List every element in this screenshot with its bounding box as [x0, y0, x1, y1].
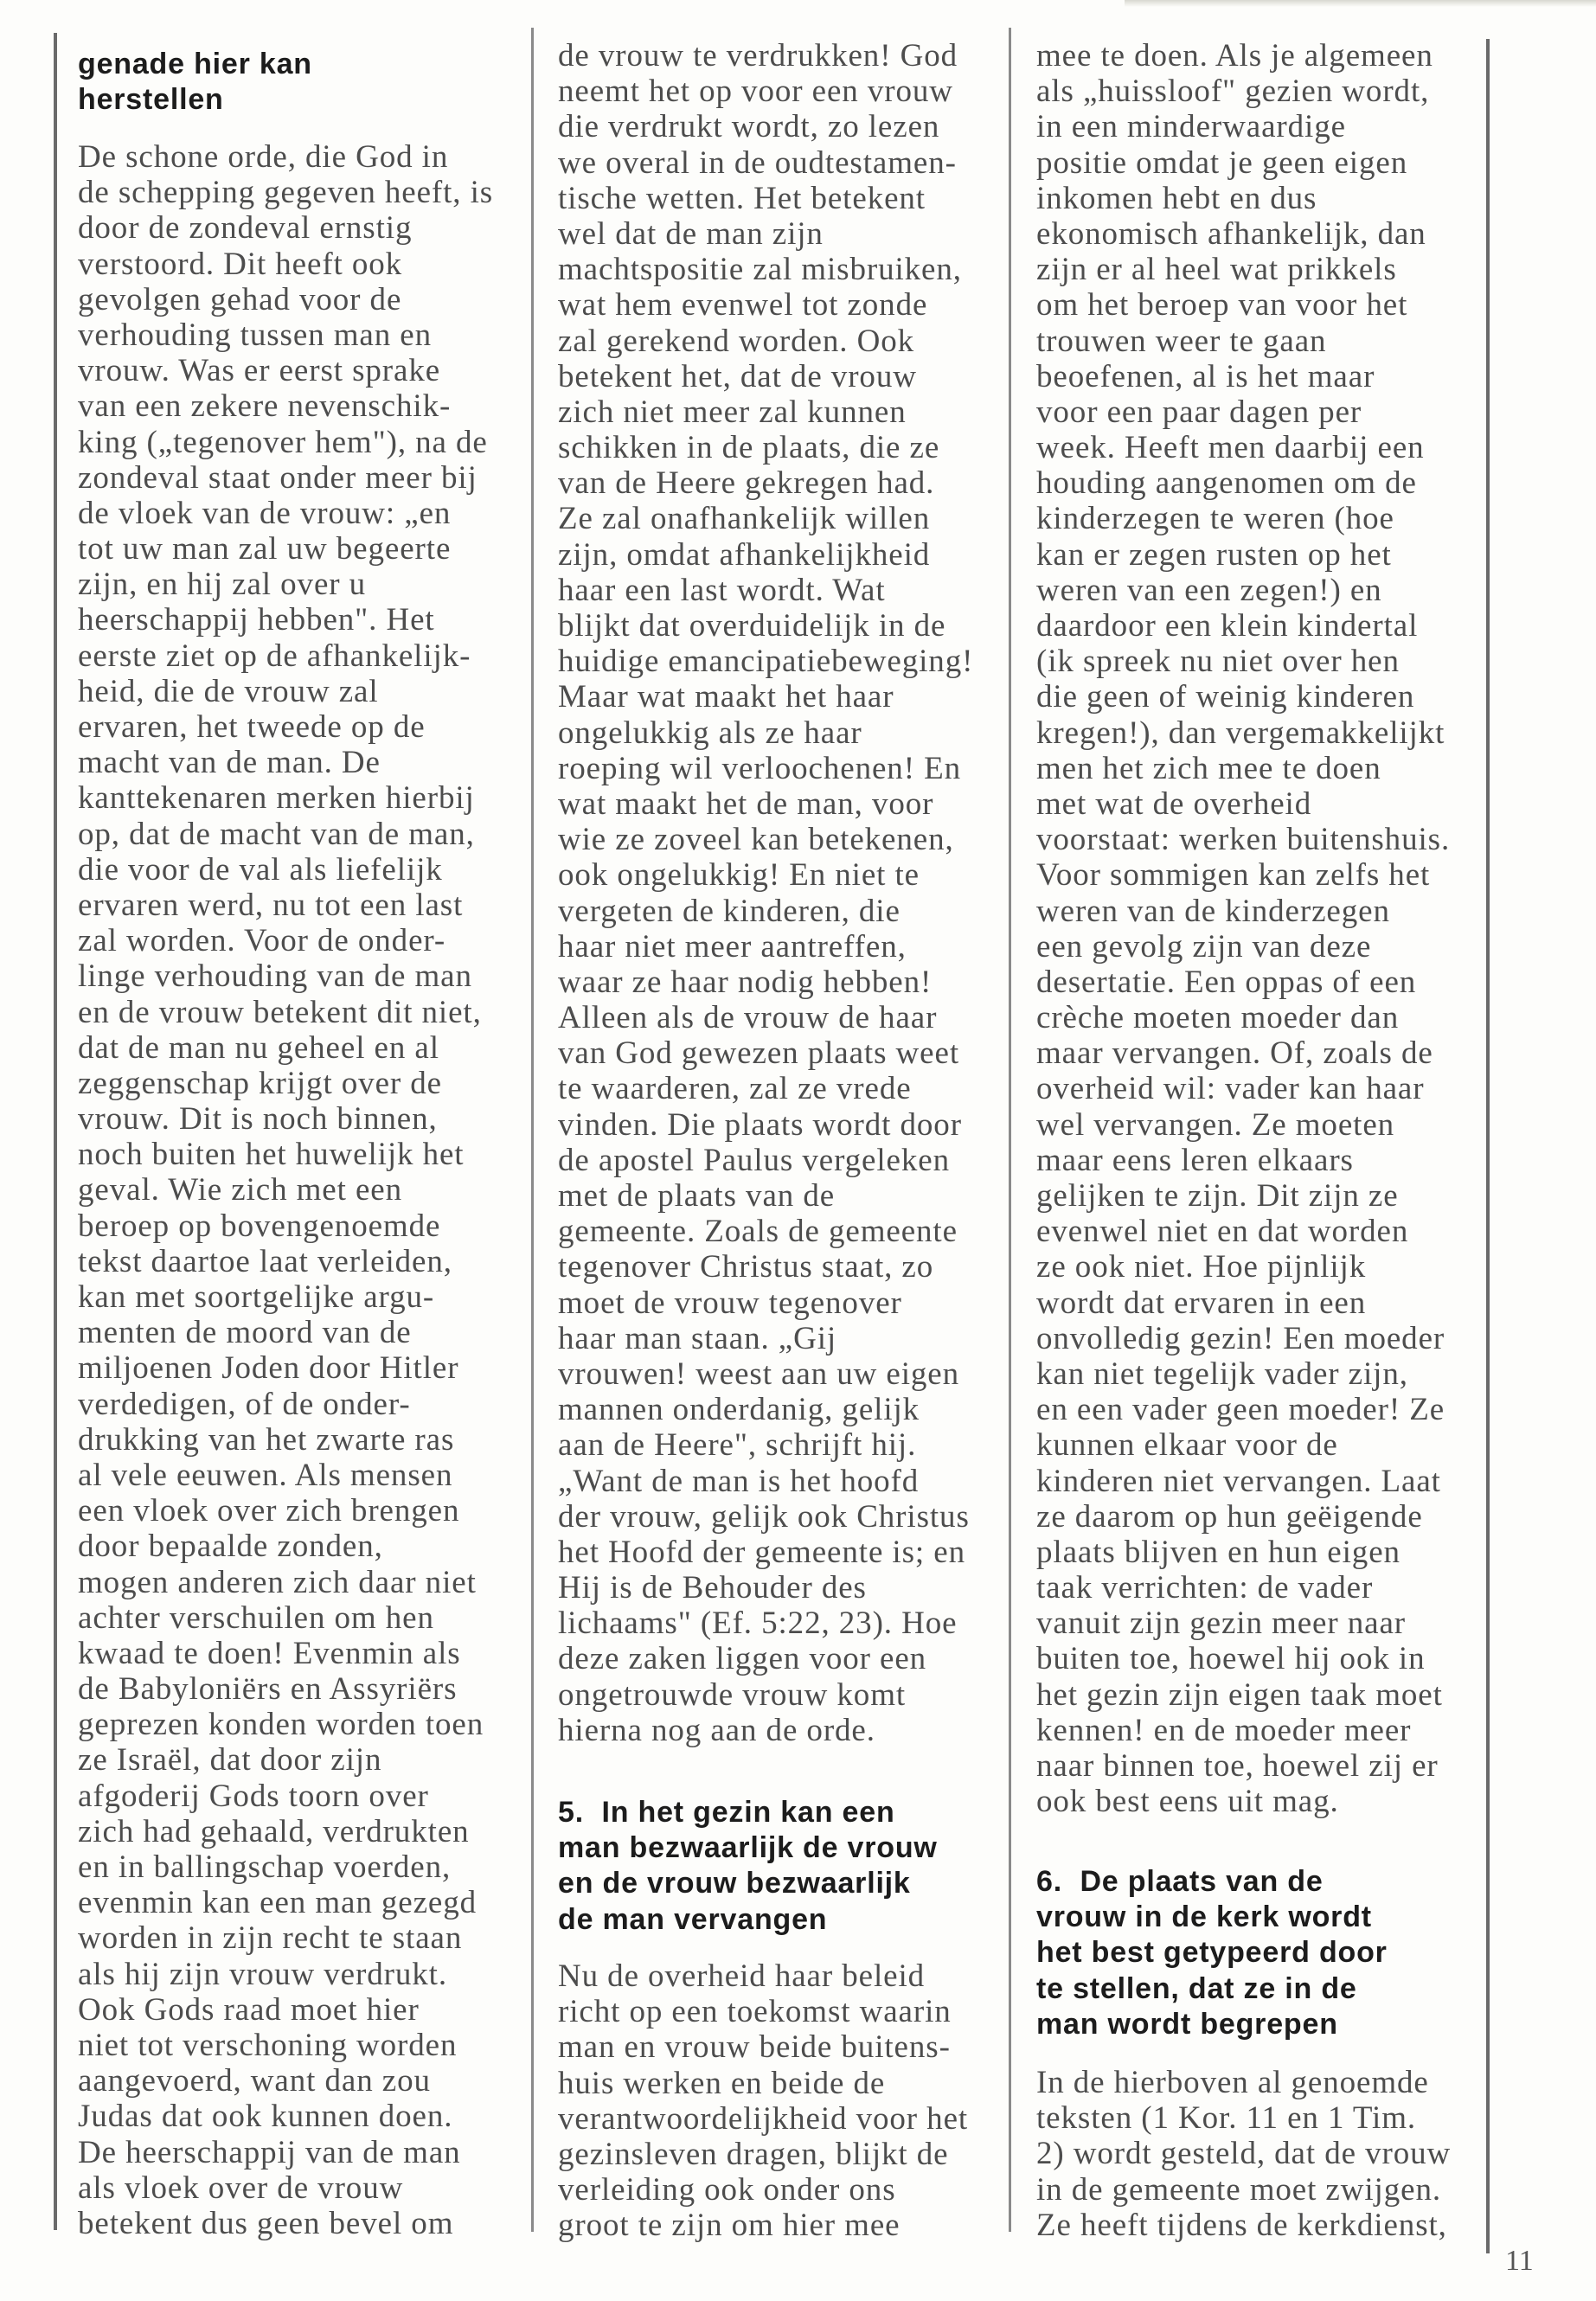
text-line: menten de moord van de [78, 1315, 412, 1351]
text-line: zijn er al heel wat prikkels [1036, 252, 1397, 288]
text-line: zal worden. Voor de onder- [78, 923, 446, 959]
text-line: haar man staan. „Gij [558, 1320, 837, 1356]
text-line: in de gemeente moet zwijgen. [1036, 2171, 1442, 2208]
text-line: „Want de man is het hoofd [558, 1463, 920, 1499]
text-line: 2) wordt gesteld, dat de vrouw [1036, 2136, 1452, 2172]
column3-body-2 [1036, 2065, 1451, 2243]
text-line: taak verrichten: de vader [1036, 1570, 1374, 1606]
text-line: tische wetten. Het betekent [558, 180, 926, 216]
text-line: vergeten de kinderen, die [558, 893, 901, 929]
text-line: zich niet meer zal kunnen [558, 394, 907, 430]
right-column-rule [1486, 39, 1490, 2253]
column1-heading [78, 47, 312, 118]
text-line: met de plaats van de [558, 1178, 836, 1214]
text-line: tegenover Christus staat, zo [558, 1249, 934, 1285]
heading-line: en de vrouw bezwaarlijk [558, 1867, 911, 1900]
page-top-edge [1125, 0, 1596, 7]
text-line: van de Heere gekregen had. [558, 465, 935, 502]
text-line: onvolledig gezin! Een moeder [1036, 1320, 1445, 1356]
text-line: Ook Gods raad moet hier [78, 1991, 420, 2028]
heading-line: herstellen [78, 83, 224, 117]
text-line: huis werken en beide de [558, 2065, 886, 2101]
text-line: aangevoerd, want dan zou [78, 2063, 431, 2099]
text-line: maar eens leren elkaars [1036, 1142, 1354, 1178]
text-line: Ze zal onafhankelijk willen [558, 501, 931, 537]
text-line: verhouding tussen man en [78, 317, 432, 353]
text-line: eerste ziet op de afhankelijk- [78, 638, 471, 674]
text-line: de vrouw te verdrukken! God [558, 38, 958, 74]
text-line: hierna nog aan de orde. [558, 1712, 875, 1748]
text-line: voor een paar dagen per [1036, 394, 1362, 430]
text-line: vrouw. Was er eerst sprake [78, 353, 441, 389]
text-line: weren van de kinderzegen [1036, 893, 1390, 929]
text-line: tot uw man zal uw begeerte [78, 531, 452, 567]
text-line: te waarderen, zal ze vrede [558, 1071, 912, 1107]
text-line: machtspositie zal misbruiken, [558, 252, 962, 288]
text-line: door de zondeval ernstig [78, 210, 413, 247]
text-line: Hij is de Behouder des [558, 1570, 867, 1606]
text-line: en de vrouw betekent dit niet, [78, 994, 482, 1030]
text-line: schikken in de plaats, die ze [558, 430, 940, 466]
text-line: linge verhouding van de man [78, 958, 472, 995]
text-line: in een minderwaardige [1036, 109, 1346, 145]
text-line: huidige emancipatiebeweging! [558, 644, 974, 680]
text-line: beroep op bovengenoemde [78, 1208, 441, 1244]
text-line: verdedigen, of de onder- [78, 1386, 411, 1422]
text-line: ze ook niet. Hoe pijnlijk [1036, 1249, 1367, 1285]
text-line: zijn, en hij zal over u [78, 567, 367, 603]
text-line: ervaren, het tweede op de [78, 709, 426, 745]
text-line: wordt dat ervaren in een [1036, 1285, 1367, 1321]
text-line: men het zich mee te doen [1036, 750, 1381, 786]
column-divider-1 [531, 28, 534, 2232]
text-line: positie omdat je geen eigen [1036, 144, 1408, 181]
text-line: vinden. Die plaats wordt door [558, 1106, 962, 1143]
text-line: kennen! en de moeder meer [1036, 1712, 1412, 1748]
text-line: overheid wil: vader kan haar [1036, 1071, 1425, 1107]
section-6-heading [1036, 1864, 1388, 2042]
text-line: zondeval staat onder meer bij [78, 459, 478, 496]
text-line: ook ongelukkig! En niet te [558, 857, 920, 894]
text-line: geprezen konden worden toen [78, 1707, 484, 1743]
text-line: geval. Wie zich met een [78, 1172, 403, 1208]
text-line: die verdrukt wordt, zo lezen [558, 109, 940, 145]
text-line: met wat de overheid [1036, 785, 1312, 822]
text-line: mogen anderen zich daar niet [78, 1564, 477, 1600]
text-line: zich had gehaald, verdrukten [78, 1813, 470, 1849]
left-column-rule [54, 33, 57, 2230]
text-line: daardoor een klein kindertal [1036, 608, 1419, 644]
text-line: we overal in de oudtestamen- [558, 144, 957, 181]
text-line: plaats blijven en hun eigen [1036, 1534, 1401, 1570]
text-line: door bepaalde zonden, [78, 1529, 383, 1565]
text-line: Nu de overheid haar beleid [558, 1958, 926, 1994]
text-line: die geen of weinig kinderen [1036, 679, 1415, 715]
text-line: haar een last wordt. Wat [558, 572, 886, 608]
text-line: heerschappij hebben". Het [78, 602, 435, 638]
text-line: week. Heeft men daarbij een [1036, 430, 1425, 466]
text-line: van een zekere nevenschik- [78, 388, 452, 425]
text-line: waar ze haar nodig hebben! [558, 964, 933, 1000]
text-line: het Hoofd der gemeente is; en [558, 1534, 965, 1570]
text-line: houding aangenomen om de [1036, 465, 1417, 502]
text-line: De schone orde, die God in [78, 139, 449, 175]
page-number: 11 [1505, 2245, 1534, 2277]
text-line: neemt het op voor een vrouw [558, 74, 953, 110]
text-line: desertatie. Een oppas of een [1036, 964, 1417, 1000]
section-5-heading [558, 1795, 938, 1938]
text-line: kwaad te doen! Evenmin als [78, 1635, 461, 1671]
text-line: macht van de man. De [78, 745, 381, 781]
text-line: betekent het, dat de vrouw [558, 358, 917, 394]
text-line: voorstaat: werken buitenshuis. [1036, 822, 1451, 858]
text-line: king („tegenover hem"), na de [78, 424, 488, 460]
heading-line: te stellen, dat ze in de [1036, 1971, 1357, 2005]
text-line: naar binnen toe, hoewel zij er [1036, 1748, 1439, 1784]
text-line: de Babyloniërs en Assyriërs [78, 1671, 458, 1708]
text-line: In de hierboven al genoemde [1036, 2065, 1429, 2100]
text-line: om het beroep van voor het [1036, 287, 1408, 324]
text-line: kanttekenaren merken hierbij [78, 780, 475, 817]
text-line: ongelukkig als ze haar [558, 715, 862, 751]
text-line: verantwoordelijkheid voor het [558, 2100, 969, 2137]
text-line: Judas dat ook kunnen doen. [78, 2099, 453, 2135]
text-line: verleiding ook onder ons [558, 2172, 896, 2208]
text-line: crèche moeten moeder dan [1036, 1000, 1400, 1036]
text-line: al vele eeuwen. Als mensen [78, 1457, 453, 1493]
text-line: Alleen als de vrouw de haar [558, 1000, 938, 1036]
text-line: weren van een zegen!) en [1036, 572, 1382, 608]
text-line: richt op een toekomst waarin [558, 1994, 952, 2030]
text-line: wat maakt het de man, voor [558, 785, 934, 822]
column2-body-2 [558, 1958, 968, 2244]
text-line: vrouw. Dit is noch binnen, [78, 1101, 438, 1138]
text-line: ze Israël, dat door zijn [78, 1742, 382, 1779]
text-line: ongetrouwde vrouw komt [558, 1676, 907, 1713]
text-line: zeggenschap krijgt over de [78, 1065, 442, 1101]
text-line: een vloek over zich brengen [78, 1493, 460, 1529]
text-line: verstoord. Dit heeft ook [78, 246, 403, 282]
text-line: groot te zijn om hier mee [558, 2208, 901, 2244]
text-line: wie ze zoveel kan betekenen, [558, 822, 954, 858]
text-line: deze zaken liggen voor een [558, 1641, 927, 1677]
text-line: blijkt dat overduidelijk in de [558, 608, 946, 644]
text-line: haar niet meer aantreffen, [558, 928, 907, 965]
text-line: wel vervangen. Ze moeten [1036, 1106, 1395, 1143]
heading-line: 5. In het gezin kan een [558, 1796, 895, 1829]
text-line: roeping wil verloochenen! En [558, 750, 961, 786]
heading-line: vrouw in de kerk wordt [1036, 1900, 1372, 1934]
text-line: van God gewezen plaats weet [558, 1035, 960, 1072]
text-line: als hij zijn vrouw verdrukt. [78, 1956, 447, 1992]
text-line: en een vader geen moeder! Ze [1036, 1392, 1445, 1428]
text-line: kan met soortgelijke argu- [78, 1279, 435, 1315]
text-line: moet de vrouw tegenover [558, 1285, 902, 1321]
text-line: de schepping gegeven heeft, is [78, 175, 494, 211]
text-line: ook best eens uit mag. [1036, 1784, 1339, 1820]
text-line: lichaams" (Ef. 5:22, 23). Hoe [558, 1606, 958, 1642]
text-line: zal gerekend worden. Ook [558, 323, 914, 359]
text-line: drukking van het zwarte ras [78, 1421, 455, 1458]
text-line: kan niet tegelijk vader zijn, [1036, 1356, 1408, 1392]
text-line: vanuit zijn gezin meer naar [1036, 1606, 1407, 1642]
text-line: heid, die de vrouw zal [78, 673, 379, 709]
heading-line: man bezwaarlijk de vrouw [558, 1831, 938, 1865]
text-line: buiten toe, hoewel hij ook in [1036, 1641, 1426, 1677]
text-line: Ze heeft tijdens de kerkdienst, [1036, 2207, 1447, 2243]
text-line: Voor sommigen kan zelfs het [1036, 857, 1431, 894]
text-line: evenmin kan een man gezegd [78, 1885, 478, 1921]
text-line: aan de Heere", schrijft hij. [558, 1427, 917, 1464]
text-line: der vrouw, gelijk ook Christus [558, 1498, 970, 1535]
text-line: de vloek van de vrouw: „en [78, 495, 452, 531]
heading-line: de man vervangen [558, 1902, 828, 1936]
column3-body [1036, 38, 1450, 1819]
text-line: ze daarom op hun geëigende [1036, 1498, 1423, 1535]
text-line: kunnen elkaar voor de [1036, 1427, 1338, 1464]
text-line: (ik spreek nu niet over hen [1036, 644, 1400, 680]
text-line: gemeente. Zoals de gemeente [558, 1214, 958, 1250]
text-line: zijn, omdat afhankelijkheid [558, 536, 931, 573]
text-line: wel dat de man zijn [558, 215, 824, 252]
text-line: De heerschappij van de man [78, 2134, 461, 2170]
text-line: tekst daartoe laat verleiden, [78, 1243, 452, 1279]
text-line: evenwel niet en dat worden [1036, 1214, 1409, 1250]
text-line: mannen onderdanig, gelijk [558, 1392, 920, 1428]
text-line: trouwen weer te gaan [1036, 323, 1327, 359]
text-line: gezinsleven dragen, blijkt de [558, 2136, 949, 2172]
text-line: mee te doen. Als je algemeen [1036, 38, 1433, 74]
text-line: afgoderij Gods toorn over [78, 1778, 429, 1814]
text-line: ervaren werd, nu tot een last [78, 887, 464, 923]
heading-line: genade hier kan [78, 48, 312, 80]
text-line: de apostel Paulus vergeleken [558, 1142, 950, 1178]
text-line: kregen!), dan vergemakkelijkt [1036, 715, 1445, 751]
text-line: kan er zegen rusten op het [1036, 536, 1392, 573]
text-line: als „huissloof" gezien wordt, [1036, 74, 1430, 110]
heading-line: man wordt begrepen [1036, 2007, 1338, 2041]
text-line: die voor de val als liefelijk [78, 851, 443, 888]
text-line: beoefenen, al is het maar [1036, 358, 1375, 394]
text-line: gelijken te zijn. Dit zijn ze [1036, 1178, 1399, 1214]
text-line: miljoenen Joden door Hitler [78, 1350, 459, 1387]
text-line: ekonomisch afhankelijk, dan [1036, 215, 1426, 252]
column-divider-2 [1009, 28, 1011, 2232]
text-line: kinderzegen te weren (hoe [1036, 501, 1394, 537]
text-line: inkomen hebt en dus [1036, 180, 1317, 216]
text-line: vrouwen! weest aan uw eigen [558, 1356, 960, 1392]
text-line: achter verschuilen om hen [78, 1599, 434, 1636]
text-line: niet tot verschoning worden [78, 2027, 458, 2063]
text-line: het gezin zijn eigen taak moet [1036, 1676, 1443, 1713]
heading-line: 6. De plaats van de [1036, 1865, 1324, 1898]
text-line: op, dat de macht van de man, [78, 816, 475, 852]
column2-body [558, 38, 973, 1748]
text-line: dat de man nu geheel en al [78, 1029, 439, 1066]
text-line: gevolgen gehad voor de [78, 281, 402, 317]
text-line: kinderen niet vervangen. Laat [1036, 1463, 1441, 1499]
text-line: wat hem evenwel tot zonde [558, 287, 928, 324]
text-line: noch buiten het huwelijk het [78, 1137, 465, 1173]
text-line: worden in zijn recht te staan [78, 1920, 463, 1957]
text-line: een gevolg zijn van deze [1036, 928, 1372, 965]
text-line: betekent dus geen bevel om [78, 2205, 454, 2241]
text-line: als vloek over de vrouw [78, 2170, 404, 2206]
heading-line: het best getypeerd door [1036, 1936, 1388, 1970]
text-line: maar vervangen. Of, zoals de [1036, 1035, 1433, 1072]
text-line: en in ballingschap voerden, [78, 1849, 452, 1885]
text-line: teksten (1 Kor. 11 en 1 Tim. [1036, 2100, 1417, 2137]
text-line: man en vrouw beide buitens- [558, 2029, 951, 2066]
column1-body [78, 139, 493, 2241]
text-line: Maar wat maakt het haar [558, 679, 894, 715]
